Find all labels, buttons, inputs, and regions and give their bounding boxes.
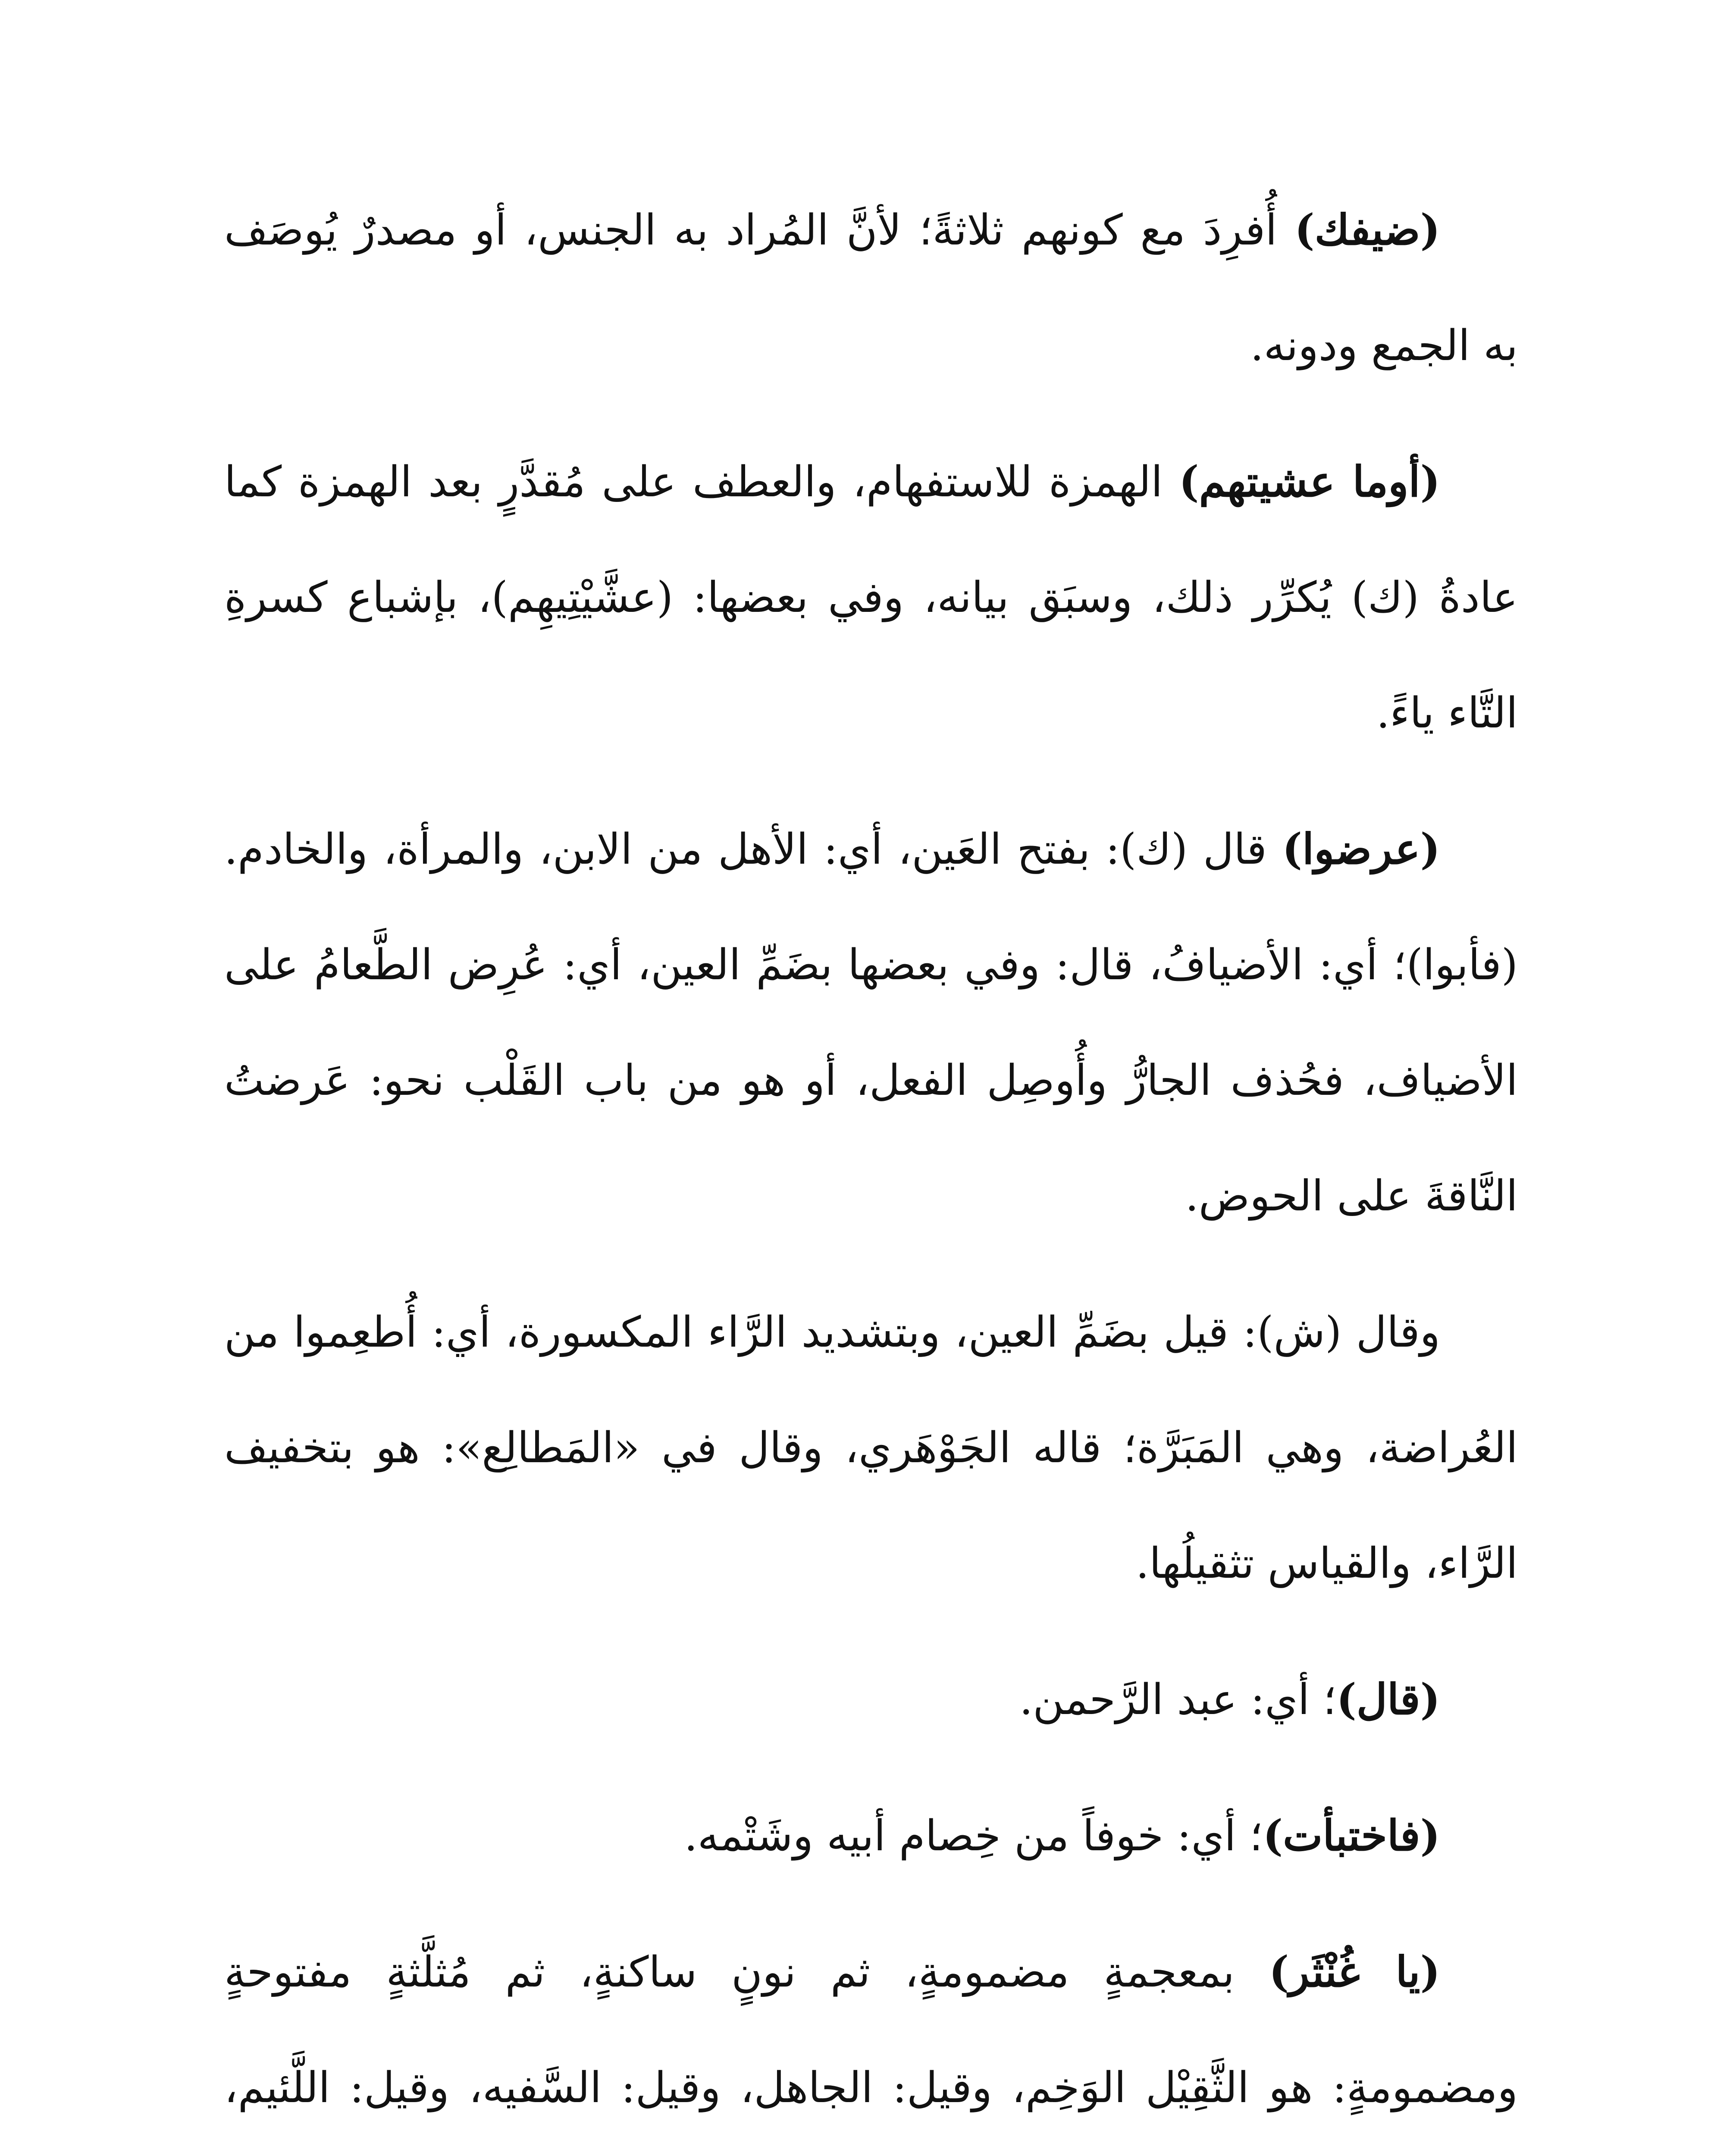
paragraph-body: وقال (ش): قيل بضَمِّ العين، وبتشديد الرَّاء المكسورة، أي: أُطعِموا من العُراضة، وهي المَبَرَّة؛ قاله الجَوْهَري، وقال في «المَطالِع»: هو بتخفيف الرَّاء، والقياس تثقيلُها. [224, 1308, 1518, 1588]
paragraph-uridu [224, 792, 1518, 1254]
paragraph-lead: (فاختبأت) [1263, 1811, 1440, 1861]
paragraph-body: قال (ك): بفتح العَين، أي: الأهل من الابن، والمرأة، والخادم. (فأبوا)؛ أي: الأضيافُ، قال: وفي بعضها بضَمِّ العين، أي: عُرِض الطَّعامُ على الأضياف، فحُذف الجارُّ وأُوصِل الفعل، أو هو من باب القَلْب نحو: عَرضتُ النَّاقةَ على الحوض. [224, 825, 1518, 1221]
paragraph-lead: (قال) [1336, 1675, 1440, 1724]
body-text [224, 172, 1518, 2156]
paragraph-fakhtaba-at [224, 1778, 1518, 1894]
paragraph-ya-ghunthar [224, 1915, 1518, 2156]
paragraph-body: ؛ أي: عبد الرَّحمن. [1019, 1675, 1337, 1724]
paragraph-body: الهمزة للاستفهام، والعطف على مُقدَّرٍ بعد الهمزة كما عادةُ (ك) يُكرِّر ذلك، وسبَق بيانه، وفي بعضها: (عشَّيْتِيهِم)، بإشباع كسرةِ التَّاء ياءً. [224, 458, 1518, 738]
paragraph-body: بمعجمةٍ مضمومةٍ، ثم نونٍ ساكنةٍ، ثم مُثلَّثةٍ مفتوحةٍ ومضمومةٍ: هو الثَّقِيْل الوَخِم، وقيل: الجاهل، وقيل: السَّفيه، وقيل: اللَّئيم، [224, 1948, 1518, 2112]
paragraph-dayfak [224, 172, 1518, 404]
paragraph-body: أُفرِدَ مع كونهم ثلاثةً؛ لأنَّ المُراد به الجنس، أو مصدرٌ يُوصَف به الجمع ودونه. [224, 206, 1518, 370]
paragraph-body: ؛ أي: خوفاً من خِصام أبيه وشَتْمه. [684, 1811, 1263, 1861]
paragraph-lead: (عرضوا) [1282, 824, 1440, 874]
paragraph-qala-sh [224, 1275, 1518, 1621]
paragraph-awama-ashaytihim [224, 424, 1518, 771]
paragraph-lead: (أوما عشيتهم) [1179, 457, 1440, 507]
paragraph-qala [224, 1642, 1518, 1758]
paragraph-lead: (يا غُنْثَر) [1269, 1947, 1440, 1997]
paragraph-lead: (ضيفك) [1294, 205, 1440, 255]
